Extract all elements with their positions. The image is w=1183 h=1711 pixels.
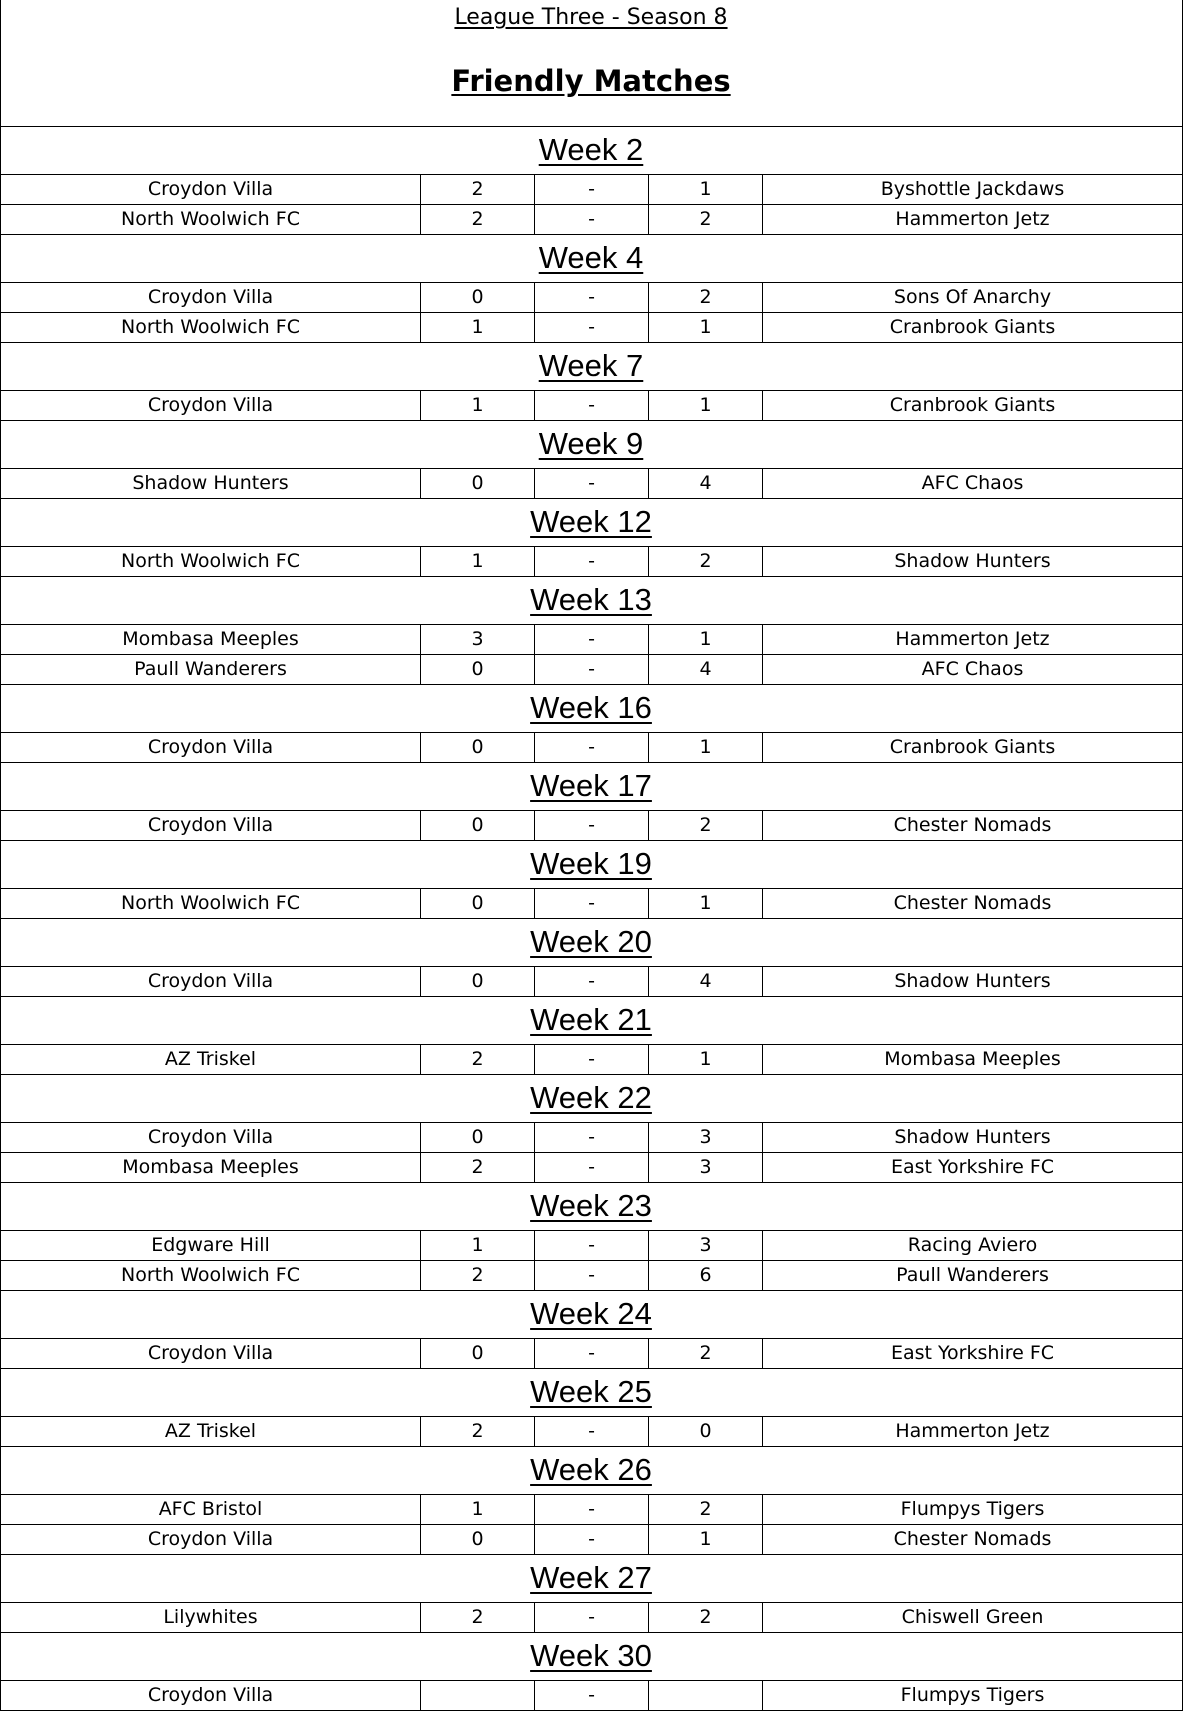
column-divider — [648, 390, 649, 420]
away-team: Racing Aviero — [907, 1234, 1038, 1256]
week-heading — [0, 424, 1182, 464]
column-divider — [648, 966, 649, 996]
column-divider — [648, 174, 649, 234]
away-score: 3 — [699, 1126, 712, 1148]
home-team: Paull Wanderers — [134, 658, 287, 680]
away-team: Flumpys Tigers — [900, 1684, 1045, 1706]
column-divider — [420, 1416, 421, 1446]
column-divider — [420, 174, 421, 234]
column-divider — [534, 966, 535, 996]
home-score: 1 — [471, 550, 484, 572]
score-separator: - — [588, 970, 595, 992]
row-divider — [0, 1554, 1183, 1555]
column-divider — [534, 546, 535, 576]
home-score: 0 — [471, 286, 484, 308]
column-divider — [762, 1602, 763, 1632]
home-team: Mombasa Meeples — [122, 1156, 299, 1178]
week-label: Week 16 — [530, 690, 652, 725]
home-team: Croydon Villa — [147, 394, 274, 416]
column-divider — [420, 1494, 421, 1554]
column-divider — [534, 1602, 535, 1632]
row-divider — [0, 420, 1183, 421]
away-team: Byshottle Jackdaws — [880, 178, 1065, 200]
score-separator: - — [588, 1684, 595, 1706]
column-divider — [534, 1338, 535, 1368]
away-team: East Yorkshire FC — [890, 1342, 1055, 1364]
week-heading — [0, 1000, 1182, 1040]
away-score: 1 — [699, 736, 712, 758]
away-score: 1 — [699, 628, 712, 650]
score-separator: - — [588, 472, 595, 494]
week-label: Week 13 — [530, 582, 652, 617]
home-score: 2 — [471, 208, 484, 230]
away-score: 1 — [699, 178, 712, 200]
column-divider — [762, 1230, 763, 1290]
column-divider — [762, 966, 763, 996]
week-label: Week 4 — [538, 240, 644, 275]
column-divider — [762, 282, 763, 342]
row-divider — [0, 918, 1183, 919]
column-divider — [534, 1494, 535, 1554]
column-divider — [648, 732, 649, 762]
week-label: Week 26 — [530, 1452, 652, 1487]
away-score: 1 — [699, 1528, 712, 1550]
score-separator: - — [588, 286, 595, 308]
away-score: 2 — [699, 814, 712, 836]
column-divider — [420, 390, 421, 420]
week-label: Week 22 — [530, 1080, 652, 1115]
column-divider — [648, 1680, 649, 1710]
week-label: Week 19 — [530, 846, 652, 881]
column-divider — [648, 1044, 649, 1074]
score-separator: - — [588, 1048, 595, 1070]
home-team: Croydon Villa — [147, 970, 274, 992]
week-heading — [0, 1636, 1182, 1676]
home-score: 2 — [471, 178, 484, 200]
week-label: Week 27 — [530, 1560, 652, 1595]
away-score: 2 — [699, 1606, 712, 1628]
home-score: 0 — [471, 1528, 484, 1550]
week-label: Week 30 — [530, 1638, 652, 1673]
home-score: 2 — [471, 1264, 484, 1286]
week-heading — [0, 238, 1182, 278]
week-heading — [0, 1558, 1182, 1598]
row-divider — [0, 1182, 1183, 1183]
home-score: 0 — [471, 472, 484, 494]
column-divider — [420, 810, 421, 840]
column-divider — [762, 174, 763, 234]
column-divider — [534, 624, 535, 684]
column-divider — [420, 624, 421, 684]
home-team: Lilywhites — [163, 1606, 258, 1628]
away-team: Hammerton Jetz — [895, 208, 1050, 230]
row-divider — [0, 840, 1183, 841]
score-separator: - — [588, 1234, 595, 1256]
score-separator: - — [588, 1498, 595, 1520]
away-score: 4 — [699, 658, 712, 680]
column-divider — [534, 732, 535, 762]
column-divider — [534, 1416, 535, 1446]
column-divider — [420, 282, 421, 342]
score-separator: - — [588, 1606, 595, 1628]
away-team: Mombasa Meeples — [884, 1048, 1061, 1070]
away-score: 3 — [699, 1156, 712, 1178]
away-team: Hammerton Jetz — [895, 1420, 1050, 1442]
away-score: 2 — [699, 286, 712, 308]
away-team: Sons Of Anarchy — [893, 286, 1052, 308]
column-divider — [762, 1416, 763, 1446]
column-divider — [648, 282, 649, 342]
score-separator: - — [588, 892, 595, 914]
home-team: Croydon Villa — [147, 814, 274, 836]
column-divider — [534, 810, 535, 840]
home-score: 2 — [471, 1606, 484, 1628]
away-score: 3 — [699, 1234, 712, 1256]
week-heading — [0, 1450, 1182, 1490]
league-title: League Three - Season 8 — [454, 5, 728, 30]
away-team: Hammerton Jetz — [895, 628, 1050, 650]
home-score: 0 — [471, 970, 484, 992]
away-score: 1 — [699, 394, 712, 416]
home-team: Croydon Villa — [147, 1126, 274, 1148]
week-heading — [0, 1372, 1182, 1412]
score-separator: - — [588, 1126, 595, 1148]
column-divider — [648, 1602, 649, 1632]
score-separator: - — [588, 394, 595, 416]
column-divider — [762, 468, 763, 498]
home-team: AZ Triskel — [164, 1048, 257, 1070]
column-divider — [648, 1494, 649, 1554]
row-divider — [0, 1290, 1183, 1291]
away-score: 1 — [699, 316, 712, 338]
away-team: Chester Nomads — [893, 1528, 1052, 1550]
column-divider — [420, 732, 421, 762]
column-divider — [648, 888, 649, 918]
column-divider — [648, 1338, 649, 1368]
week-heading — [0, 130, 1182, 170]
row-divider — [0, 684, 1183, 685]
week-label: Week 12 — [530, 504, 652, 539]
home-team: Edgware Hill — [151, 1234, 270, 1256]
week-heading — [0, 1186, 1182, 1226]
column-divider — [648, 1230, 649, 1290]
home-team: Croydon Villa — [147, 1342, 274, 1364]
home-score: 0 — [471, 892, 484, 914]
away-score: 1 — [699, 892, 712, 914]
week-label: Week 24 — [530, 1296, 652, 1331]
week-heading — [0, 580, 1182, 620]
away-team: Cranbrook Giants — [889, 316, 1056, 338]
away-score: 2 — [699, 550, 712, 572]
week-heading — [0, 688, 1182, 728]
home-team: North Woolwich FC — [121, 550, 300, 572]
away-team: Shadow Hunters — [894, 970, 1051, 992]
column-divider — [648, 810, 649, 840]
away-team: Paull Wanderers — [896, 1264, 1049, 1286]
column-divider — [762, 1122, 763, 1182]
home-team: AZ Triskel — [164, 1420, 257, 1442]
column-divider — [762, 810, 763, 840]
away-team: Shadow Hunters — [894, 1126, 1051, 1148]
week-label: Week 7 — [538, 348, 644, 383]
home-team: North Woolwich FC — [121, 316, 300, 338]
column-divider — [534, 282, 535, 342]
score-separator: - — [588, 628, 595, 650]
row-divider — [0, 342, 1183, 343]
away-team: Chiswell Green — [901, 1606, 1044, 1628]
home-score: 2 — [471, 1420, 484, 1442]
column-divider — [762, 624, 763, 684]
home-score: 1 — [471, 316, 484, 338]
column-divider — [534, 888, 535, 918]
week-heading — [0, 502, 1182, 542]
week-heading — [0, 1078, 1182, 1118]
away-team: Cranbrook Giants — [889, 736, 1056, 758]
column-divider — [420, 888, 421, 918]
home-team: Croydon Villa — [147, 736, 274, 758]
column-divider — [762, 546, 763, 576]
column-divider — [534, 1122, 535, 1182]
home-team: Croydon Villa — [147, 178, 274, 200]
column-divider — [648, 624, 649, 684]
home-score: 1 — [471, 1234, 484, 1256]
week-label: Week 25 — [530, 1374, 652, 1409]
week-label: Week 2 — [538, 132, 644, 167]
home-score: 0 — [471, 736, 484, 758]
score-separator: - — [588, 1420, 595, 1442]
column-divider — [762, 1044, 763, 1074]
away-score: 1 — [699, 1048, 712, 1070]
home-score — [421, 1681, 534, 1709]
week-label: Week 20 — [530, 924, 652, 959]
home-team: AFC Bristol — [158, 1498, 263, 1520]
week-label: Week 23 — [530, 1188, 652, 1223]
home-score: 0 — [471, 658, 484, 680]
away-team: Flumpys Tigers — [900, 1498, 1045, 1520]
sheet-border — [0, 0, 1, 126]
row-divider — [0, 234, 1183, 235]
column-divider — [762, 390, 763, 420]
home-score: 0 — [471, 814, 484, 836]
column-divider — [420, 1122, 421, 1182]
row-divider — [0, 996, 1183, 997]
away-score: 4 — [699, 472, 712, 494]
home-team: Croydon Villa — [147, 1684, 274, 1706]
home-team: North Woolwich FC — [121, 892, 300, 914]
page-title: Friendly Matches — [451, 64, 731, 98]
row-divider — [0, 498, 1183, 499]
row-divider — [0, 1446, 1183, 1447]
away-team: Chester Nomads — [893, 892, 1052, 914]
home-team: Croydon Villa — [147, 286, 274, 308]
score-separator: - — [588, 316, 595, 338]
away-team: East Yorkshire FC — [890, 1156, 1055, 1178]
away-score — [649, 1681, 762, 1709]
column-divider — [648, 546, 649, 576]
home-score: 3 — [471, 628, 484, 650]
score-separator: - — [588, 1156, 595, 1178]
home-score: 2 — [471, 1048, 484, 1070]
score-separator: - — [588, 814, 595, 836]
column-divider — [420, 966, 421, 996]
away-score: 4 — [699, 970, 712, 992]
row-divider — [0, 126, 1183, 127]
away-score: 2 — [699, 1498, 712, 1520]
week-label: Week 21 — [530, 1002, 652, 1037]
column-divider — [420, 1230, 421, 1290]
column-divider — [534, 1230, 535, 1290]
home-score: 2 — [471, 1156, 484, 1178]
away-team: AFC Chaos — [921, 658, 1024, 680]
week-heading — [0, 766, 1182, 806]
column-divider — [534, 1044, 535, 1074]
column-divider — [534, 1680, 535, 1710]
column-divider — [648, 1416, 649, 1446]
row-divider — [0, 762, 1183, 763]
home-team: Shadow Hunters — [132, 472, 289, 494]
week-heading — [0, 922, 1182, 962]
home-score: 0 — [471, 1342, 484, 1364]
score-separator: - — [588, 550, 595, 572]
score-separator: - — [588, 208, 595, 230]
home-score: 1 — [471, 1498, 484, 1520]
away-score: 6 — [699, 1264, 712, 1286]
column-divider — [420, 468, 421, 498]
column-divider — [534, 468, 535, 498]
week-heading — [0, 844, 1182, 884]
away-team: Shadow Hunters — [894, 550, 1051, 572]
home-team: North Woolwich FC — [121, 1264, 300, 1286]
column-divider — [420, 546, 421, 576]
home-team: Croydon Villa — [147, 1528, 274, 1550]
week-heading — [0, 1294, 1182, 1334]
away-team: Cranbrook Giants — [889, 394, 1056, 416]
score-separator: - — [588, 1264, 595, 1286]
week-label: Week 9 — [538, 426, 644, 461]
column-divider — [534, 174, 535, 234]
score-separator: - — [588, 736, 595, 758]
home-score: 1 — [471, 394, 484, 416]
week-heading — [0, 346, 1182, 386]
score-separator: - — [588, 178, 595, 200]
score-separator: - — [588, 1528, 595, 1550]
score-separator: - — [588, 658, 595, 680]
column-divider — [762, 732, 763, 762]
column-divider — [762, 1338, 763, 1368]
row-divider — [0, 1632, 1183, 1633]
row-divider — [0, 576, 1183, 577]
column-divider — [420, 1680, 421, 1710]
column-divider — [762, 1494, 763, 1554]
column-divider — [762, 888, 763, 918]
away-team: AFC Chaos — [921, 472, 1024, 494]
away-score: 2 — [699, 1342, 712, 1364]
away-score: 0 — [699, 1420, 712, 1442]
column-divider — [762, 1680, 763, 1710]
column-divider — [648, 1122, 649, 1182]
column-divider — [534, 390, 535, 420]
home-team: North Woolwich FC — [121, 208, 300, 230]
row-divider — [0, 1368, 1183, 1369]
column-divider — [0, 126, 1, 1711]
away-score: 2 — [699, 208, 712, 230]
week-label: Week 17 — [530, 768, 652, 803]
away-team: Chester Nomads — [893, 814, 1052, 836]
column-divider — [420, 1338, 421, 1368]
column-divider — [420, 1602, 421, 1632]
column-divider — [648, 468, 649, 498]
home-score: 0 — [471, 1126, 484, 1148]
score-separator: - — [588, 1342, 595, 1364]
column-divider — [420, 1044, 421, 1074]
row-divider — [0, 1074, 1183, 1075]
home-team: Mombasa Meeples — [122, 628, 299, 650]
